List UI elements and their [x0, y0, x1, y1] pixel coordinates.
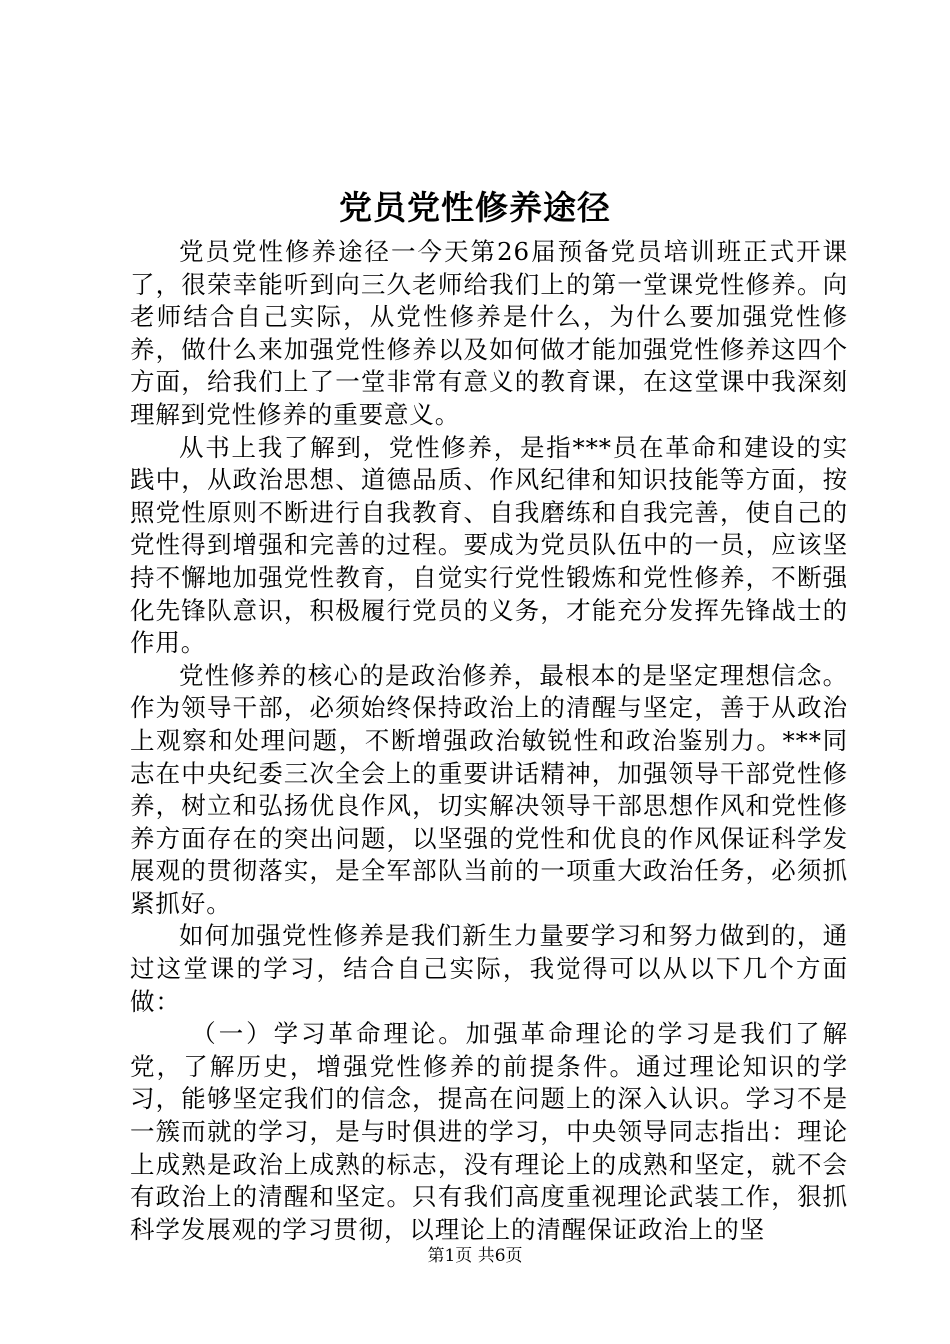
- page-footer: 第1页 共6页: [427, 1246, 523, 1266]
- paragraph-intro: 党员党性修养途径一今天第26届预备党员培训班正式开课了，很荣幸能听到向三久老师给我们上的第一堂课党性修养。向老师结合自己实际，从党性修养是什么，为什么要加强党性修养，做什么来加强党性修养以及如何做才能加强党性修养这四个方面，给我们上了一堂非常有意义的教育课，在这堂课中我深刻理解到党性修养的重要意义。: [130, 237, 848, 429]
- paragraph-how: 如何加强党性修养是我们新生力量要学习和努力做到的，通过这堂课的学习，结合自己实际，我觉得可以从以下几个方面做：: [130, 921, 848, 1016]
- document-title: 党员党性修养途径: [339, 188, 611, 227]
- document-body: [130, 236, 848, 1246]
- paragraph-definition: 从书上我了解到，党性修养，是指***员在革命和建设的实践中，从政治思想、道德品质、作风纪律和知识技能等方面，按照党性原则不断进行自我教育、自我磨练和自我完善，使自己的党性得到增强和完善的过程。要成为党员队伍中的一员，应该坚持不懈地加强党性教育，自觉实行党性锻炼和党性修养，不断强化先锋队意识，积极履行党员的义务，才能充分发挥先锋战士的作用。: [130, 432, 848, 658]
- paragraph-core: 党性修养的核心的是政治修养，最根本的是坚定理想信念。作为领导干部，必须始终保持政治上的清醒与坚定，善于从政治上观察和处理问题，不断增强政治敏锐性和政治鉴别力。***同志在中央纪委三次全会上的重要讲话精神，加强领导干部党性修养，树立和弘扬优良作风，切实解决领导干部思想作风和党性修养方面存在的突出问题，以坚强的党性和优良的作风保证科学发展观的贯彻落实，是全军部队当前的一项重大政治任务，必须抓紧抓好。: [130, 660, 848, 918]
- paragraph-section-one: （一）学习革命理论。加强革命理论的学习是我们了解党，了解历史，增强党性修养的前提条件。通过理论知识的学习，能够坚定我们的信念，提高在问题上的深入认识。学习不是一簇而就的学习，是与时俱进的学习，中央领导同志指出：理论上成熟是政治上成熟的标志，没有理论上的成熟和坚定，就不会有政治上的清醒和坚定。只有我们高度重视理论武装工作，狠抓科学发展观的学习贯彻，以理论上的清醒保证政治上的坚: [130, 1019, 848, 1244]
